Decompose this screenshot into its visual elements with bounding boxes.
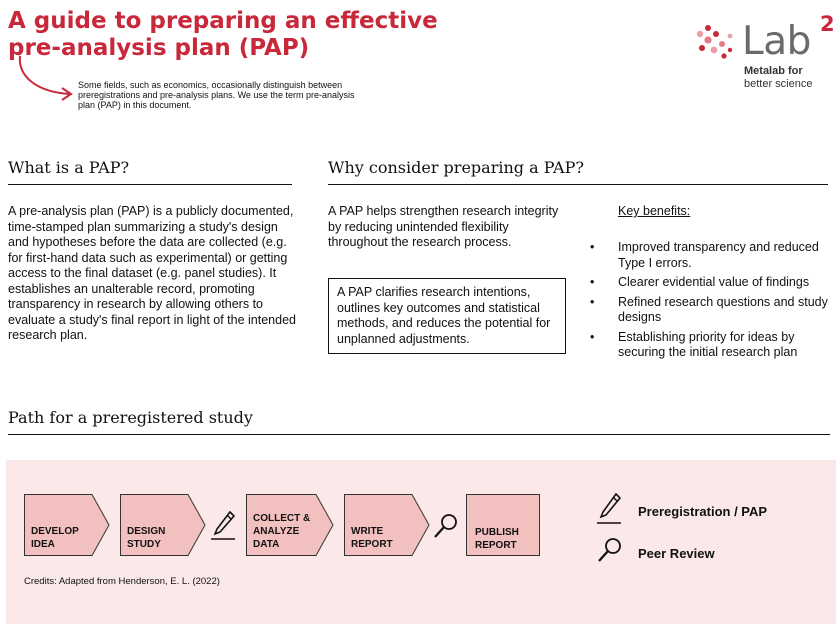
path-heading: Path for a preregistered study [8, 408, 830, 435]
benefits-list [590, 240, 836, 365]
what-heading: What is a PAP? [8, 158, 292, 185]
step-label: WRITE REPORT [351, 526, 393, 550]
step-design-study [120, 494, 206, 556]
bullet: • [590, 329, 595, 344]
pencil-icon [596, 492, 622, 526]
title-line-1: A guide to preparing an effective [8, 8, 438, 34]
benefit-item: • Clearer evidential value of findings [590, 275, 810, 289]
benefit-item: • Establishing priority for ideas by securing the initial research plan [590, 329, 798, 359]
logo-tagline-1: Metalab for [744, 65, 803, 77]
step-label: COLLECT & ANALYZE DATA [253, 513, 311, 550]
logo-dots-icon [694, 22, 740, 62]
step-collect-analyze [246, 494, 334, 556]
step-publish-report [466, 494, 540, 556]
logo-tagline-2: better science [744, 78, 813, 90]
page-title [8, 8, 478, 62]
credits: Credits: Adapted from Henderson, E. L. (2022) [24, 576, 220, 587]
logo-wordmark: Lab [742, 19, 811, 64]
what-body: A pre-analysis plan (PAP) is a publicly documented, time-stamped plan summarizing a study's design and hypotheses before the data are collected (e.g. for first-hand data such as experimental) or getting access to the final dataset (e.g. panel studies). It establishes an unalterable record, promoting transparency in research by allowing others to evaluate a study's final report in light of the intended research plan. [8, 204, 296, 342]
curved-arrow-icon [16, 54, 76, 106]
benefit-item: • Refined research questions and study designs [590, 294, 828, 324]
benefits-title: Key benefits: [618, 204, 691, 218]
why-heading: Why consider preparing a PAP? [328, 158, 828, 185]
benefit-item: • Improved transparency and reduced Type I errors. [590, 240, 819, 270]
pencil-icon [210, 510, 236, 542]
legend-peer-review: Peer Review [638, 546, 715, 561]
logo-superscript: 2 [820, 12, 835, 36]
step-label: DEVELOP IDEA [31, 526, 79, 550]
step-develop-idea [24, 494, 110, 556]
bullet: • [590, 240, 595, 254]
why-body: A PAP helps strengthen research integrity by reducing unintended flexibility throughout the research process. [328, 204, 559, 249]
step-label: DESIGN STUDY [127, 526, 166, 550]
callout-box: A PAP clarifies research intentions, outlines key outcomes and statistical methods, and reduces the potential for unplanned adjustments. [328, 278, 566, 354]
legend-preregistration: Preregistration / PAP [638, 504, 768, 519]
magnifier-icon [432, 512, 460, 540]
title-line-2: pre-analysis plan (PAP) [8, 35, 310, 61]
bullet: • [590, 294, 595, 309]
magnifier-icon [596, 536, 624, 564]
step-write-report [344, 494, 430, 556]
terminology-note: Some fields, such as economics, occasionally distinguish between preregistrations and pre-analysis plans. We use the term pre-analysis plan (PAP) in this document. [78, 80, 355, 110]
lab2-logo [692, 14, 837, 92]
bullet: • [590, 275, 595, 289]
step-label: PUBLISH REPORT [475, 527, 519, 551]
